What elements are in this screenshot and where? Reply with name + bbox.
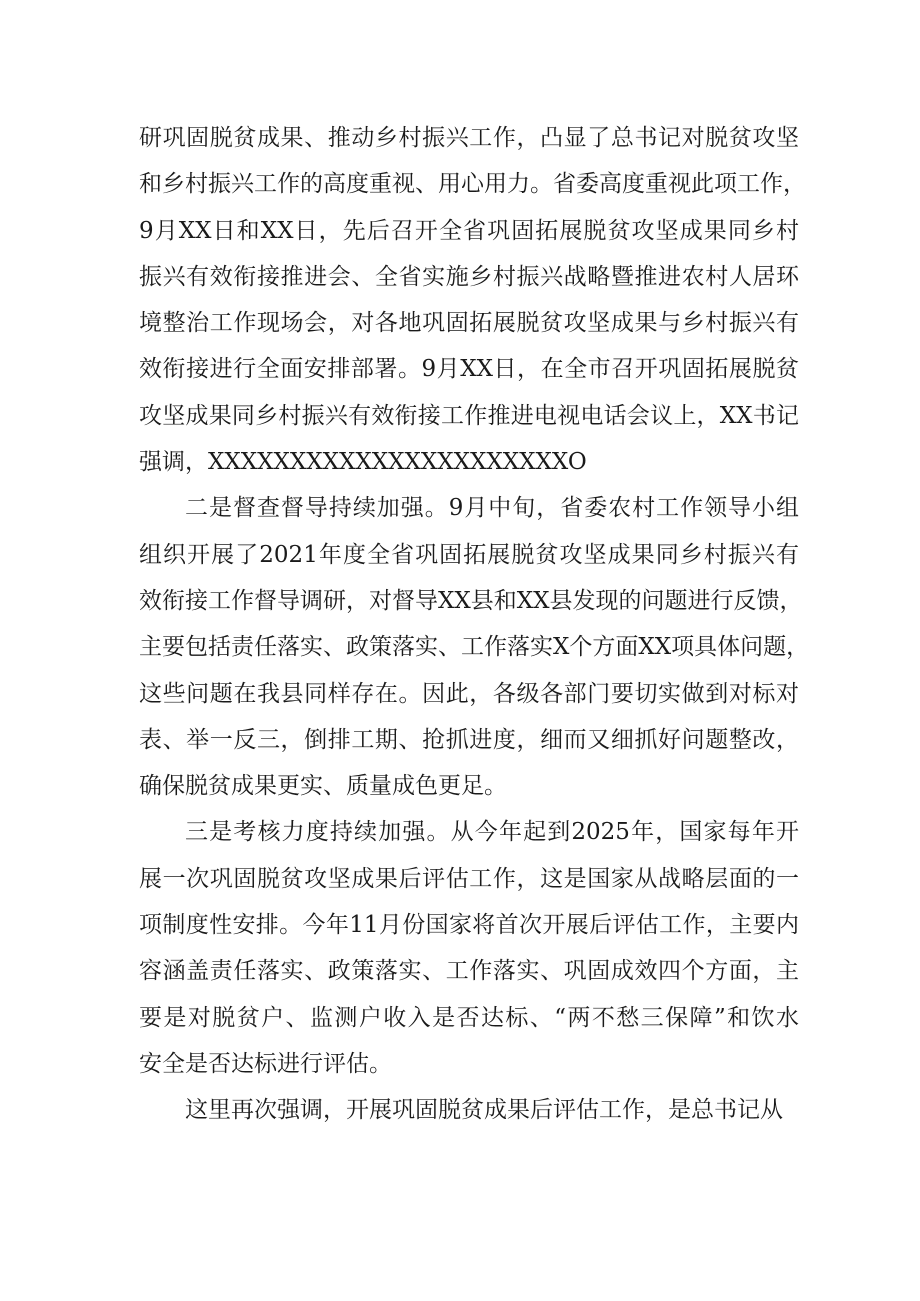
- text-line: 效衔接进行全面安排部署。9月XX日，在全市召开巩固拓展脱贫: [139, 356, 799, 383]
- text-line: 要是对脱贫户、监测户收入是否达标、“两不愁三保障”和饮水: [139, 1004, 799, 1031]
- text-line: 二是督查督导持续加强。9月中旬，省委农村工作领导小组: [185, 495, 799, 522]
- text-line: 项制度性安排。今年11月份国家将首次开展后评估工作，主要内: [139, 912, 799, 939]
- text-line: 这里再次强调，开展巩固脱贫成果后评估工作，是总书记从: [185, 1097, 783, 1124]
- text-line: 安全是否达标进行评估。: [139, 1050, 392, 1077]
- text-line: 强调，XXXXXXXXXXXXXXXXXXXXXXO: [139, 449, 587, 476]
- text-line: 这些问题在我县同样存在。因此，各级各部门要切实做到对标对: [139, 680, 799, 707]
- text-line: 确保脱贫成果更实、质量成色更足。: [139, 773, 507, 800]
- text-line: 研巩固脱贫成果、推动乡村振兴工作，凸显了总书记对脱贫攻坚: [139, 125, 799, 151]
- text-line: 和乡村振兴工作的高度重视、用心用力。省委高度重视此项工作，: [139, 171, 806, 198]
- text-line: 主要包括责任落实、政策落实、工作落实X个方面XX项具体问题，: [139, 634, 810, 661]
- text-line: 展一次巩固脱贫攻坚成果后评估工作，这是国家从战略层面的一: [139, 865, 799, 892]
- paragraph: [139, 485, 810, 809]
- document-body: [139, 115, 810, 1134]
- text-line: 效衔接工作督导调研，对督导XX县和XX县发现的问题进行反馈，: [139, 587, 803, 614]
- text-line: 三是考核力度持续加强。从今年起到2025年，国家每年开: [185, 819, 799, 846]
- paragraph: [139, 1087, 799, 1133]
- text-line: 振兴有效衔接推进会、全省实施乡村振兴战略暨推进农村人居环: [139, 263, 799, 290]
- text-line: 攻坚成果同乡村振兴有效衔接工作推进电视电话会议上，XX书记: [139, 402, 799, 429]
- text-line: 容涵盖责任落实、政策落实、工作落实、巩固成效四个方面，主: [139, 958, 799, 985]
- paragraph: [139, 115, 806, 485]
- text-line: 组织开展了2021年度全省巩固拓展脱贫攻坚成果同乡村振兴有: [139, 541, 799, 568]
- text-line: 境整治工作现场会，对各地巩固拓展脱贫攻坚成果与乡村振兴有: [139, 310, 799, 337]
- paragraph: [139, 809, 799, 1087]
- text-line: 9月XX日和XX日，先后召开全省巩固拓展脱贫攻坚成果同乡村: [139, 217, 799, 244]
- text-line: 表、举一反三，倒排工期、抢抓进度，细而又细抓好问题整改，: [139, 726, 799, 753]
